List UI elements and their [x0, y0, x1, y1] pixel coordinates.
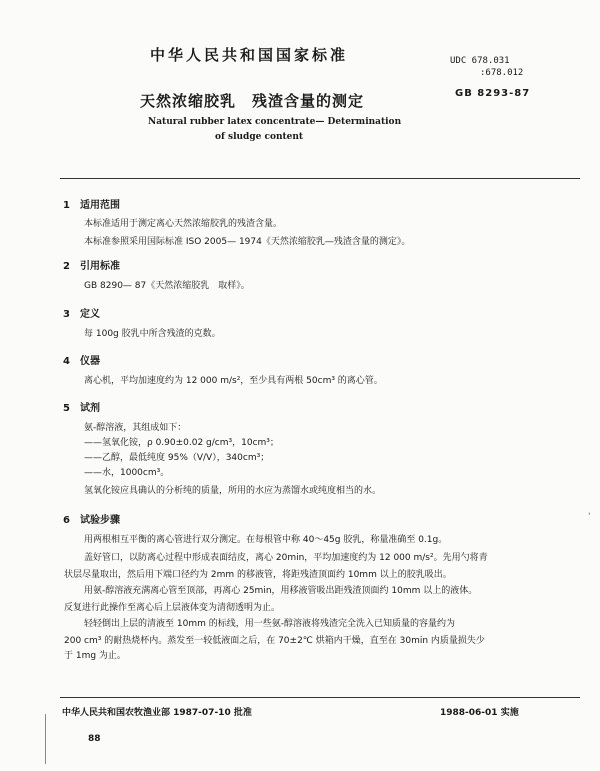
footer-divider [60, 697, 580, 698]
section-6-paragraph-4c: 于 1mg 为止。 [64, 651, 126, 661]
section-3-heading [63, 305, 100, 320]
section-1-paragraph-2: 本标准参照采用国际标准 ISO 2005— 1974《天然浓缩胶乳—残渣含量的测定》。 [84, 237, 411, 247]
section-number: 6 [63, 515, 70, 526]
section-1-heading [63, 196, 120, 211]
margin-line [45, 714, 46, 764]
implementation-date: 1988-06-01 实施 [440, 708, 519, 718]
standard-header-title: 中华人民共和国国家标准 [150, 46, 349, 64]
section-5-reagent-2: ——乙醇，最低纯度 95%（V/V），340cm³； [84, 453, 270, 463]
section-6-paragraph-4b: 200 cm³ 的耐热烧杯内。蒸发至一较低液面之后，在 70±2℃ 烘箱内干燥，直至在 30min 内质量损失少 [64, 636, 485, 646]
udc-line-1: UDC 678.031 [450, 56, 510, 66]
page-number: 88 [88, 734, 101, 744]
section-5-reagent-1: ——氢氧化铵，ρ 0.90±0.02 g/cm³，10cm³； [84, 438, 279, 448]
section-5-paragraph-1: 氨-醇溶液，其组成如下： [84, 423, 187, 433]
section-6-paragraph-1: 用两根相互平衡的离心管进行双分测定。在每根管中称 40～45g 胶乳，称量准确至 0.1g。 [84, 535, 448, 545]
section-2-paragraph-1: GB 8290— 87《天然浓缩胶乳 取样》。 [84, 281, 250, 291]
section-3-paragraph-1: 每 100g 胶乳中所含残渣的克数。 [84, 329, 221, 339]
udc-line-2: :678.012 [480, 68, 524, 78]
section-number: 5 [63, 403, 70, 414]
section-title: 适用范围 [80, 200, 120, 211]
document-title: 天然浓缩胶乳 残渣含量的测定 [140, 92, 365, 110]
section-title: 引用标准 [80, 261, 120, 272]
section-5-paragraph-2: 氢氧化铵应具确认的分析纯的质量，所用的水应为蒸馏水或纯度相当的水。 [84, 486, 382, 496]
section-4-paragraph-1: 离心机，平均加速度约为 12 000 m/s²，至少具有两根 50cm³ 的离心管。 [84, 376, 383, 386]
section-title: 定义 [80, 309, 100, 320]
english-title-line-2: of sludge content [215, 132, 304, 142]
margin-mark: ' [588, 512, 591, 522]
section-6-paragraph-2a: 盖好管口，以防离心过程中形成表面结皮，离心 20min，平均加速度约为 12 000 m/s²。先用勺将青 [84, 553, 488, 563]
section-title: 试验步骤 [80, 515, 120, 526]
section-5-reagent-3: ——水，1000cm³。 [84, 468, 170, 478]
section-number: 1 [63, 200, 70, 211]
section-title: 试剂 [80, 403, 100, 414]
section-6-paragraph-3b: 反复进行此操作至离心后上层液体变为清彻透明为止。 [64, 603, 281, 613]
section-number: 2 [63, 261, 70, 272]
section-title: 仪器 [80, 356, 100, 367]
section-6-paragraph-4a: 轻轻倒出上层的清液至 10mm 的标线，用一些氨-醇溶液将残渣完全洗入已知质量的容量约为 [84, 619, 455, 629]
gb-code: GB 8293-87 [455, 88, 531, 99]
english-title-line-1: Natural rubber latex concentrate— Determination [148, 117, 402, 127]
section-4-heading [63, 352, 100, 367]
section-6-paragraph-2b: 状层尽量取出，然后用下端口径约为 2mm 的移液管，将距残渣顶面约 10mm 以上的胶乳吸出。 [64, 570, 452, 580]
section-number: 4 [63, 356, 70, 367]
section-2-heading [63, 257, 120, 272]
section-number: 3 [63, 309, 70, 320]
approval-line: 中华人民共和国农牧渔业部 1987-07-10 批准 [62, 708, 252, 718]
section-1-paragraph-1: 本标准适用于测定离心天然浓缩胶乳的残渣含量。 [84, 219, 283, 229]
udc-code [450, 55, 523, 79]
section-6-heading [63, 511, 120, 526]
header-divider [60, 178, 580, 179]
section-5-heading [63, 399, 100, 414]
section-6-paragraph-3a: 用氨-醇溶液充满离心管至顶部，再离心 25min，用移液管吸出距残渣顶面约 10mm 以上的液体。 [84, 586, 478, 596]
